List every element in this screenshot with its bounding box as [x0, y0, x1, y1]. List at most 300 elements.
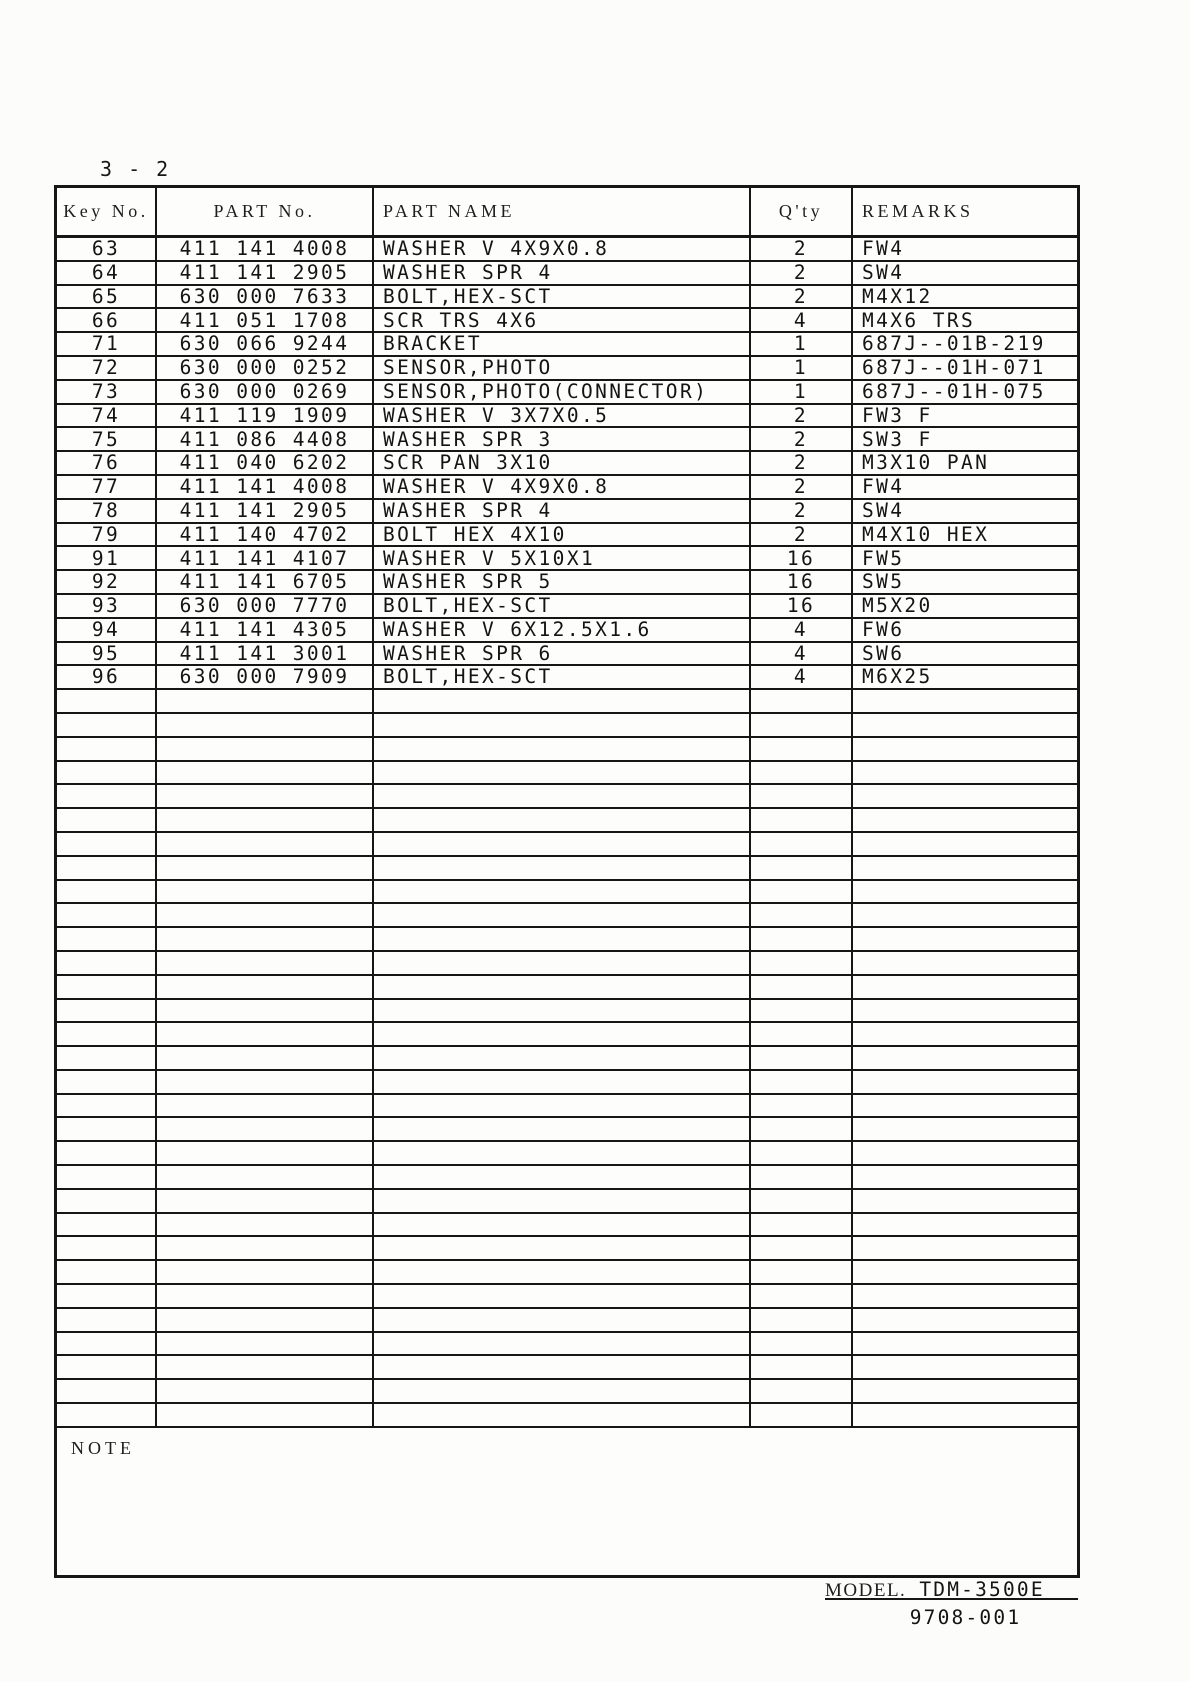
table-row: [57, 238, 1077, 262]
doc-number: 9708-001: [909, 1606, 1022, 1629]
cell-part-name: [374, 1000, 751, 1024]
table-row-empty: [57, 952, 1077, 976]
cell-part-name: [374, 1095, 751, 1119]
table-row: [57, 333, 1077, 357]
cell-key-no: 71: [57, 333, 157, 357]
table-row-empty: [57, 833, 1077, 857]
cell-part-name: [374, 857, 751, 881]
cell-part-name: [374, 1118, 751, 1142]
table-row-empty: [57, 1047, 1077, 1071]
cell-part-no: [157, 1380, 374, 1404]
cell-key-no: [57, 1261, 157, 1285]
table-row-empty: [57, 714, 1077, 738]
cell-part-no: [157, 1166, 374, 1190]
cell-key-no: [57, 952, 157, 976]
cell-part-name: SENSOR,PHOTO: [374, 357, 751, 381]
cell-key-no: [57, 833, 157, 857]
table-row: [57, 309, 1077, 333]
cell-part-name: [374, 1214, 751, 1238]
cell-key-no: [57, 762, 157, 786]
cell-part-name: [374, 1404, 751, 1428]
table-row-empty: [57, 1380, 1077, 1404]
table-row-empty: [57, 1285, 1077, 1309]
cell-remarks: [853, 809, 1077, 833]
cell-remarks: M3X10 PAN: [853, 452, 1077, 476]
table-row-empty: [57, 690, 1077, 714]
cell-remarks: SW6: [853, 643, 1077, 667]
cell-part-no: 411 141 4305: [157, 619, 374, 643]
table-row-empty: [57, 1356, 1077, 1380]
cell-part-name: SCR TRS 4X6: [374, 309, 751, 333]
cell-part-name: SCR PAN 3X10: [374, 452, 751, 476]
cell-remarks: M4X12: [853, 286, 1077, 310]
cell-remarks: [853, 690, 1077, 714]
table-row-empty: [57, 1404, 1077, 1428]
table-row-empty: [57, 762, 1077, 786]
table-row-empty: [57, 904, 1077, 928]
cell-qty: 16: [751, 571, 853, 595]
cell-part-no: [157, 1000, 374, 1024]
cell-qty: 2: [751, 262, 853, 286]
cell-qty: [751, 1214, 853, 1238]
cell-part-name: WASHER V 6X12.5X1.6: [374, 619, 751, 643]
cell-remarks: [853, 1047, 1077, 1071]
cell-qty: 2: [751, 238, 853, 262]
cell-part-no: 411 141 6705: [157, 571, 374, 595]
cell-part-name: [374, 1380, 751, 1404]
cell-key-no: [57, 738, 157, 762]
cell-remarks: FW4: [853, 476, 1077, 500]
cell-key-no: [57, 1333, 157, 1357]
cell-qty: [751, 904, 853, 928]
cell-qty: [751, 1380, 853, 1404]
cell-qty: [751, 1333, 853, 1357]
table-row-empty: [57, 1166, 1077, 1190]
table-row-empty: [57, 1142, 1077, 1166]
table-row-empty: [57, 1023, 1077, 1047]
cell-key-no: 66: [57, 309, 157, 333]
cell-part-name: WASHER V 4X9X0.8: [374, 476, 751, 500]
cell-qty: [751, 1118, 853, 1142]
cell-key-no: [57, 690, 157, 714]
table-row-empty: [57, 976, 1077, 1000]
cell-remarks: FW4: [853, 238, 1077, 262]
cell-remarks: [853, 952, 1077, 976]
cell-remarks: [853, 881, 1077, 905]
cell-remarks: M4X6 TRS: [853, 309, 1077, 333]
cell-remarks: SW5: [853, 571, 1077, 595]
cell-remarks: [853, 714, 1077, 738]
cell-qty: 4: [751, 309, 853, 333]
cell-qty: 2: [751, 476, 853, 500]
cell-qty: [751, 1261, 853, 1285]
table-row: [57, 643, 1077, 667]
cell-key-no: 96: [57, 666, 157, 690]
cell-part-no: 411 141 4008: [157, 476, 374, 500]
cell-key-no: [57, 881, 157, 905]
cell-key-no: [57, 1285, 157, 1309]
cell-part-name: [374, 809, 751, 833]
cell-key-no: 94: [57, 619, 157, 643]
cell-remarks: [853, 833, 1077, 857]
cell-qty: 4: [751, 619, 853, 643]
cell-part-no: [157, 738, 374, 762]
cell-part-name: [374, 1023, 751, 1047]
cell-part-name: WASHER SPR 4: [374, 500, 751, 524]
cell-remarks: SW3 F: [853, 428, 1077, 452]
cell-key-no: [57, 1356, 157, 1380]
table-row-empty: [57, 738, 1077, 762]
table-header-row: [57, 188, 1077, 238]
cell-remarks: [853, 1356, 1077, 1380]
cell-part-no: [157, 1404, 374, 1428]
cell-part-name: [374, 1166, 751, 1190]
cell-qty: [751, 1285, 853, 1309]
cell-key-no: 92: [57, 571, 157, 595]
cell-qty: [751, 1166, 853, 1190]
cell-remarks: [853, 738, 1077, 762]
cell-part-name: [374, 1285, 751, 1309]
section-label: 3 - 2: [100, 157, 171, 181]
cell-part-name: [374, 762, 751, 786]
cell-part-no: [157, 857, 374, 881]
cell-qty: [751, 928, 853, 952]
cell-part-name: [374, 928, 751, 952]
cell-remarks: [853, 1095, 1077, 1119]
cell-qty: [751, 976, 853, 1000]
cell-qty: [751, 714, 853, 738]
cell-remarks: M5X20: [853, 595, 1077, 619]
cell-part-no: [157, 1214, 374, 1238]
table-row-empty: [57, 809, 1077, 833]
table-row: [57, 547, 1077, 571]
cell-remarks: SW4: [853, 500, 1077, 524]
cell-part-name: BOLT,HEX-SCT: [374, 666, 751, 690]
cell-key-no: [57, 1166, 157, 1190]
cell-qty: 4: [751, 666, 853, 690]
cell-remarks: 687J--01B-219: [853, 333, 1077, 357]
cell-key-no: [57, 976, 157, 1000]
table-row: [57, 262, 1077, 286]
table-row: [57, 476, 1077, 500]
cell-qty: [751, 1071, 853, 1095]
table-row-empty: [57, 1071, 1077, 1095]
cell-part-no: [157, 1190, 374, 1214]
cell-qty: [751, 1023, 853, 1047]
cell-part-no: [157, 1237, 374, 1261]
cell-part-name: BOLT,HEX-SCT: [374, 595, 751, 619]
cell-part-no: 411 040 6202: [157, 452, 374, 476]
cell-remarks: FW3 F: [853, 405, 1077, 429]
cell-key-no: [57, 1000, 157, 1024]
cell-remarks: SW4: [853, 262, 1077, 286]
cell-remarks: [853, 785, 1077, 809]
cell-part-no: 411 140 4702: [157, 524, 374, 548]
cell-part-no: 411 141 2905: [157, 500, 374, 524]
cell-part-no: [157, 1118, 374, 1142]
cell-key-no: [57, 1047, 157, 1071]
cell-key-no: [57, 1071, 157, 1095]
column-header-part-no: PART No.: [157, 188, 374, 238]
cell-key-no: [57, 1237, 157, 1261]
cell-remarks: [853, 904, 1077, 928]
cell-key-no: [57, 857, 157, 881]
table-row-empty: [57, 1000, 1077, 1024]
cell-remarks: [853, 762, 1077, 786]
table-row: [57, 428, 1077, 452]
cell-part-name: [374, 1190, 751, 1214]
table-row: [57, 357, 1077, 381]
cell-qty: 2: [751, 452, 853, 476]
cell-part-no: [157, 976, 374, 1000]
cell-part-no: [157, 904, 374, 928]
cell-qty: 2: [751, 500, 853, 524]
cell-part-no: 630 000 7770: [157, 595, 374, 619]
cell-key-no: 75: [57, 428, 157, 452]
cell-key-no: 77: [57, 476, 157, 500]
cell-part-name: BOLT HEX 4X10: [374, 524, 751, 548]
table-row: [57, 286, 1077, 310]
cell-part-name: [374, 1142, 751, 1166]
cell-part-no: [157, 1333, 374, 1357]
cell-remarks: [853, 1142, 1077, 1166]
table-row: [57, 571, 1077, 595]
cell-remarks: [853, 1285, 1077, 1309]
parts-table: [54, 185, 1080, 1578]
cell-part-no: [157, 928, 374, 952]
cell-part-no: 411 141 3001: [157, 643, 374, 667]
cell-key-no: [57, 928, 157, 952]
cell-part-no: 630 000 7633: [157, 286, 374, 310]
table-row-empty: [57, 857, 1077, 881]
cell-part-no: 630 066 9244: [157, 333, 374, 357]
column-header-qty: Q'ty: [751, 188, 853, 238]
cell-part-no: 411 141 2905: [157, 262, 374, 286]
cell-part-name: [374, 952, 751, 976]
cell-part-no: [157, 952, 374, 976]
table-row-empty: [57, 1309, 1077, 1333]
cell-part-no: [157, 833, 374, 857]
cell-part-name: [374, 1237, 751, 1261]
cell-key-no: [57, 785, 157, 809]
cell-part-no: [157, 1261, 374, 1285]
cell-remarks: [853, 1333, 1077, 1357]
note-label: NOTE: [71, 1437, 135, 1458]
cell-part-no: [157, 690, 374, 714]
cell-part-no: [157, 1142, 374, 1166]
table-row-empty: [57, 1214, 1077, 1238]
table-row-empty: [57, 1095, 1077, 1119]
cell-key-no: [57, 1404, 157, 1428]
cell-part-no: [157, 1047, 374, 1071]
cell-part-name: WASHER SPR 4: [374, 262, 751, 286]
cell-qty: [751, 809, 853, 833]
column-header-key-no: Key No.: [57, 188, 157, 238]
table-row: [57, 452, 1077, 476]
cell-part-name: WASHER V 3X7X0.5: [374, 405, 751, 429]
cell-qty: 2: [751, 286, 853, 310]
cell-part-no: [157, 809, 374, 833]
table-row: [57, 500, 1077, 524]
cell-part-name: WASHER V 5X10X1: [374, 547, 751, 571]
cell-qty: [751, 785, 853, 809]
cell-key-no: 79: [57, 524, 157, 548]
cell-qty: [751, 857, 853, 881]
cell-part-no: 630 000 7909: [157, 666, 374, 690]
cell-part-name: WASHER SPR 3: [374, 428, 751, 452]
cell-key-no: 95: [57, 643, 157, 667]
cell-key-no: [57, 1023, 157, 1047]
cell-remarks: [853, 928, 1077, 952]
cell-key-no: [57, 1380, 157, 1404]
cell-qty: 4: [751, 643, 853, 667]
cell-remarks: [853, 1261, 1077, 1285]
cell-part-name: BOLT,HEX-SCT: [374, 286, 751, 310]
cell-qty: [751, 1095, 853, 1119]
cell-qty: 1: [751, 333, 853, 357]
cell-key-no: [57, 1118, 157, 1142]
cell-part-no: [157, 1095, 374, 1119]
cell-qty: [751, 1142, 853, 1166]
table-row: [57, 405, 1077, 429]
cell-part-name: [374, 785, 751, 809]
cell-part-name: [374, 976, 751, 1000]
cell-part-no: 630 000 0269: [157, 381, 374, 405]
table-row-empty: [57, 881, 1077, 905]
cell-key-no: [57, 1142, 157, 1166]
cell-part-no: [157, 1356, 374, 1380]
cell-key-no: [57, 714, 157, 738]
cell-qty: [751, 952, 853, 976]
cell-key-no: [57, 1190, 157, 1214]
cell-part-name: [374, 881, 751, 905]
cell-part-no: [157, 1309, 374, 1333]
cell-remarks: 687J--01H-075: [853, 381, 1077, 405]
model-line: [825, 1578, 1078, 1600]
cell-key-no: 63: [57, 238, 157, 262]
cell-part-name: [374, 1356, 751, 1380]
cell-part-no: 411 051 1708: [157, 309, 374, 333]
cell-part-name: [374, 1309, 751, 1333]
cell-remarks: M4X10 HEX: [853, 524, 1077, 548]
cell-part-name: [374, 904, 751, 928]
cell-remarks: [853, 1404, 1077, 1428]
cell-qty: [751, 1309, 853, 1333]
table-row-empty: [57, 1118, 1077, 1142]
table-row: [57, 666, 1077, 690]
cell-key-no: [57, 904, 157, 928]
cell-part-no: [157, 785, 374, 809]
cell-qty: 2: [751, 428, 853, 452]
cell-remarks: 687J--01H-071: [853, 357, 1077, 381]
cell-part-no: 411 119 1909: [157, 405, 374, 429]
cell-part-no: [157, 714, 374, 738]
cell-part-name: [374, 1333, 751, 1357]
cell-part-no: [157, 762, 374, 786]
cell-qty: 16: [751, 547, 853, 571]
table-row: [57, 524, 1077, 548]
cell-part-no: [157, 881, 374, 905]
cell-part-no: 411 141 4008: [157, 238, 374, 262]
note-box: [57, 1428, 1077, 1574]
table-row: [57, 619, 1077, 643]
cell-qty: [751, 738, 853, 762]
cell-qty: [751, 690, 853, 714]
cell-key-no: [57, 1095, 157, 1119]
cell-part-name: [374, 1261, 751, 1285]
cell-remarks: [853, 1309, 1077, 1333]
table-body: [57, 238, 1077, 1428]
cell-part-name: WASHER SPR 5: [374, 571, 751, 595]
cell-remarks: [853, 976, 1077, 1000]
cell-key-no: 93: [57, 595, 157, 619]
cell-qty: 1: [751, 357, 853, 381]
cell-remarks: FW5: [853, 547, 1077, 571]
table-row-empty: [57, 928, 1077, 952]
cell-remarks: [853, 1023, 1077, 1047]
cell-key-no: 72: [57, 357, 157, 381]
cell-part-no: 411 141 4107: [157, 547, 374, 571]
cell-remarks: [853, 1380, 1077, 1404]
table-row: [57, 595, 1077, 619]
cell-qty: [751, 881, 853, 905]
cell-qty: [751, 1356, 853, 1380]
cell-part-no: [157, 1285, 374, 1309]
cell-qty: [751, 762, 853, 786]
cell-part-no: [157, 1023, 374, 1047]
cell-remarks: M6X25: [853, 666, 1077, 690]
cell-remarks: [853, 1190, 1077, 1214]
column-header-remarks: REMARKS: [853, 188, 1077, 238]
cell-remarks: [853, 1166, 1077, 1190]
table-row-empty: [57, 1261, 1077, 1285]
cell-key-no: 65: [57, 286, 157, 310]
cell-part-name: [374, 833, 751, 857]
cell-part-name: BRACKET: [374, 333, 751, 357]
cell-key-no: 76: [57, 452, 157, 476]
table-row-empty: [57, 785, 1077, 809]
cell-qty: 16: [751, 595, 853, 619]
cell-qty: [751, 1000, 853, 1024]
cell-qty: [751, 1237, 853, 1261]
cell-key-no: 64: [57, 262, 157, 286]
cell-remarks: [853, 1237, 1077, 1261]
cell-remarks: [853, 1214, 1077, 1238]
cell-key-no: 91: [57, 547, 157, 571]
cell-remarks: [853, 1000, 1077, 1024]
cell-qty: 1: [751, 381, 853, 405]
cell-qty: [751, 1190, 853, 1214]
table-row-empty: [57, 1190, 1077, 1214]
cell-part-name: [374, 714, 751, 738]
cell-qty: [751, 1047, 853, 1071]
table-row-empty: [57, 1333, 1077, 1357]
cell-key-no: [57, 809, 157, 833]
cell-qty: [751, 833, 853, 857]
cell-key-no: [57, 1214, 157, 1238]
column-header-part-name: PART NAME: [374, 188, 751, 238]
cell-part-no: 630 000 0252: [157, 357, 374, 381]
cell-part-name: [374, 738, 751, 762]
cell-part-name: SENSOR,PHOTO(CONNECTOR): [374, 381, 751, 405]
cell-remarks: [853, 1071, 1077, 1095]
table-row-empty: [57, 1237, 1077, 1261]
cell-qty: [751, 1404, 853, 1428]
cell-key-no: 74: [57, 405, 157, 429]
table-row: [57, 381, 1077, 405]
cell-key-no: 78: [57, 500, 157, 524]
cell-part-name: [374, 1071, 751, 1095]
